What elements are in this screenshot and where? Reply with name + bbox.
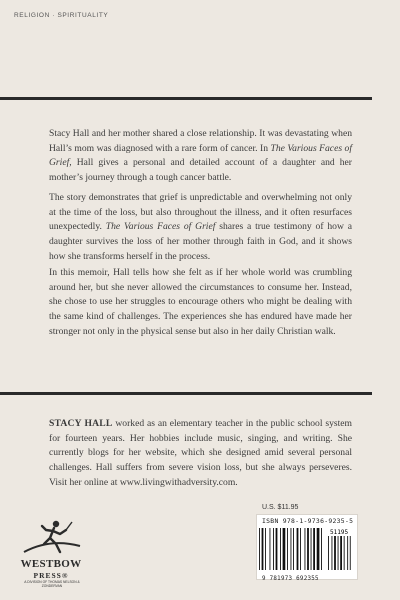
author-bio-text: worked as an elementary teacher in the public school system for fourteen years. Her hobbies include music, singing, and writing. She currently blogs for her website, which she designed amid several personal challenges. Hall suffers from severe vision loss, but she always perseveres. Visit her online at www.livingwithadversity.com. (49, 418, 352, 488)
publisher-logo (14, 518, 84, 590)
book-title-1: The Various Faces of Grief, (49, 142, 352, 169)
book-title-2: The Various Faces of Grief (105, 221, 216, 233)
p3-text: In this memoir, Hall tells how she felt as if her whole world was crumbling around her, but she never allowed the circumstances to consume her. Instead, she chose to use her struggles to encourage others who might be dealing with the same kind of challenges. The experiences she has endured have made her stronger not only in the physical sense but also in her daily Christian walk. (49, 267, 352, 337)
author-name: STACY HALL (49, 418, 113, 429)
isbn-label: ISBN 978-1-9736-9235-5 (262, 517, 354, 525)
barcode-number: 9 781973 692355 (262, 576, 319, 582)
description-paragraph-2 (49, 191, 352, 265)
middle-divider (0, 392, 372, 395)
p2-text-a: The story demonstrates that grief is unpredictable and overwhelming not only at the time of the loss, but also throughout the illness, and it often resurfaces unexpectedly. (49, 192, 352, 233)
category-label: RELIGION · SPIRITUALITY (14, 12, 109, 19)
running-figure-icon (16, 518, 88, 560)
isbn-addon: 51195 (330, 529, 349, 536)
description-paragraph-1 (49, 127, 352, 186)
p1-text-a: Stacy Hall and her mother shared a close relationship. It was devastating when Hall’s mom was diagnosed with a rare form of cancer. In (49, 128, 352, 154)
publisher-sub: PRESS® (33, 571, 69, 580)
author-bio (49, 417, 352, 491)
barcode (258, 526, 352, 572)
publisher-tagline: A DIVISION OF THOMAS NELSON & ZONDERVAN (24, 580, 80, 588)
p2-text-b: shares a true testimony of how a daughter survives the loss of her mother through faith in God, and it shows how she transforms herself in the process. (49, 221, 352, 262)
description-paragraph-3 (49, 266, 352, 340)
p1-text-b: Hall gives a personal and detailed account of a daughter and her mother’s journey through a tough cancer battle. (49, 157, 352, 184)
price-label: U.S. $11.95 (262, 504, 299, 511)
top-divider (0, 97, 372, 100)
publisher-name: WESTBOW (20, 558, 82, 570)
